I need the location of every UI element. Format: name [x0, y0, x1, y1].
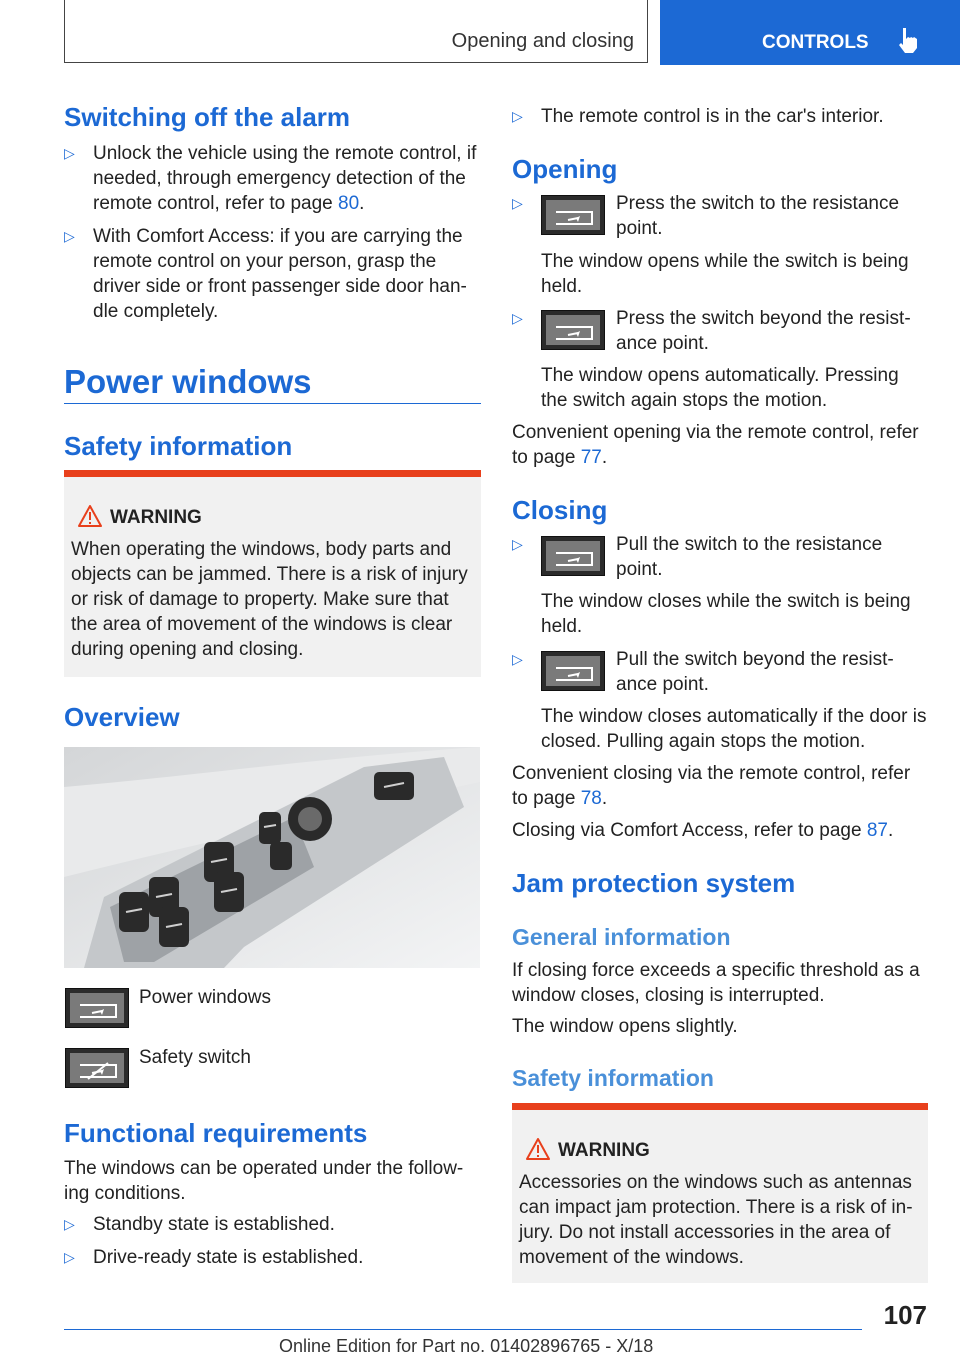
warning-triangle-icon — [525, 1137, 551, 1161]
warning-triangle-icon — [77, 504, 103, 528]
door-panel-photo — [64, 747, 480, 968]
functional-text: The windows can be operated under the following conditions. — [64, 1158, 464, 1204]
power-window-switch-icon — [541, 651, 605, 691]
page-number: 107 — [883, 1300, 927, 1330]
opening-note: Convenient opening via the remote control, refer to page 77. — [512, 422, 919, 468]
footer-rule — [64, 1329, 862, 1330]
header-chapter-tab — [660, 0, 960, 65]
safety-heading: Safety information — [64, 431, 293, 461]
list-item-text: The remote control is in the car's interior. — [541, 106, 884, 127]
general-text: If closing force exceeds a specific threshold as a window closes, closing is interrupted. — [512, 960, 920, 1006]
power-window-switch-icon — [65, 988, 129, 1028]
list-item-text: Drive-ready state is established. — [93, 1247, 364, 1268]
alarm-heading: Switching off the alarm — [64, 102, 351, 132]
bullet-triangle-icon: ▷ — [64, 1249, 75, 1265]
list-item: ▷ Unlock the vehicle using the remote control, if needed, through emergency detection of the remote control, refer to page 80. — [64, 143, 477, 214]
list-item — [64, 1212, 481, 1237]
page-reference-link[interactable]: 80 — [338, 193, 360, 214]
legend-power-windows: Power windows — [139, 987, 271, 1008]
header-section-box — [64, 0, 648, 63]
list-item — [64, 1245, 481, 1270]
comfort-note: Closing via Comfort Access, refer to page 87. — [512, 820, 894, 841]
closing-action-1: Pull the switch to the resistance point. — [616, 534, 883, 580]
bullet-triangle-icon: ▷ — [512, 108, 523, 124]
legend-safety-switch: Safety switch — [139, 1047, 251, 1068]
warning-text: When operating the windows, body parts and objects can be jammed. There is a risk of injury or risk of damage to property. Make sure that the area of movement of the windows is clear during opening and closing. — [71, 539, 468, 660]
opening-result-1: The window opens while the switch is being held. — [541, 251, 909, 297]
bullet-triangle-icon: ▷ — [64, 1216, 75, 1232]
opens-text: The window opens slightly. — [512, 1016, 738, 1037]
functional-heading: Functional requirements — [64, 1118, 368, 1148]
list-item-text: With Comfort Access: if you are carrying the remote control on your person, grasp the driver side or front passenger side door handle completely. — [93, 226, 467, 322]
list-item-text: Unlock the vehicle using the remote control, if needed, through emergency detection of the remote control, refer to page — [93, 143, 477, 214]
warning-box — [64, 470, 481, 677]
closing-action-2: Pull the switch beyond the resistance point. — [616, 649, 894, 695]
list-item — [64, 224, 481, 324]
closing-result-2: The window closes automatically if the door is closed. Pulling again stops the motion. — [541, 706, 927, 752]
warning-label: WARNING — [558, 1140, 650, 1161]
page-reference-link[interactable]: 87 — [866, 820, 888, 841]
safety-heading-right: Safety information — [512, 1065, 714, 1091]
warning-box — [512, 1103, 928, 1283]
bullet-triangle-icon: ▷ — [64, 145, 75, 161]
page-reference-link[interactable]: 78 — [580, 788, 602, 809]
list-item-text: Standby state is established. — [93, 1214, 335, 1235]
power-window-switch-icon — [541, 310, 605, 350]
hand-pointer-icon — [896, 26, 920, 54]
list-item — [512, 104, 930, 129]
general-heading: General information — [512, 924, 731, 950]
jam-heading: Jam protection system — [512, 868, 796, 898]
bullet-triangle-icon: ▷ — [64, 228, 75, 244]
power-windows-heading: Power windows — [64, 363, 312, 400]
opening-action-1: Press the switch to the resistance point. — [616, 193, 900, 239]
opening-result-2: The window opens automatically. Pressing the switch again stops the motion. — [541, 365, 899, 411]
header-section-title: Opening and closing — [451, 30, 634, 52]
closing-heading: Closing — [512, 495, 608, 525]
power-window-switch-icon — [541, 195, 605, 235]
safety-switch-icon — [65, 1048, 129, 1088]
footer-edition: Online Edition for Part no. 01402896765 - X/18 — [279, 1336, 654, 1356]
overview-heading: Overview — [64, 702, 180, 732]
warning-label: WARNING — [110, 507, 202, 528]
warning-text: Accessories on the windows such as antennas can impact jam protection. There is a risk of injury. Do not install accessories in the area of movement of the windows. — [519, 1172, 913, 1268]
power-window-switch-icon — [541, 536, 605, 576]
opening-action-2: Press the switch beyond the resistance point. — [616, 308, 911, 354]
heading-rule — [64, 403, 481, 404]
closing-result-1: The window closes while the switch is being held. — [541, 591, 911, 637]
opening-heading: Opening — [512, 154, 618, 184]
chapter-label: CONTROLS — [762, 32, 869, 53]
closing-note: Convenient closing via the remote control, refer to page 78. — [512, 763, 911, 809]
page-reference-link[interactable]: 77 — [580, 447, 602, 468]
